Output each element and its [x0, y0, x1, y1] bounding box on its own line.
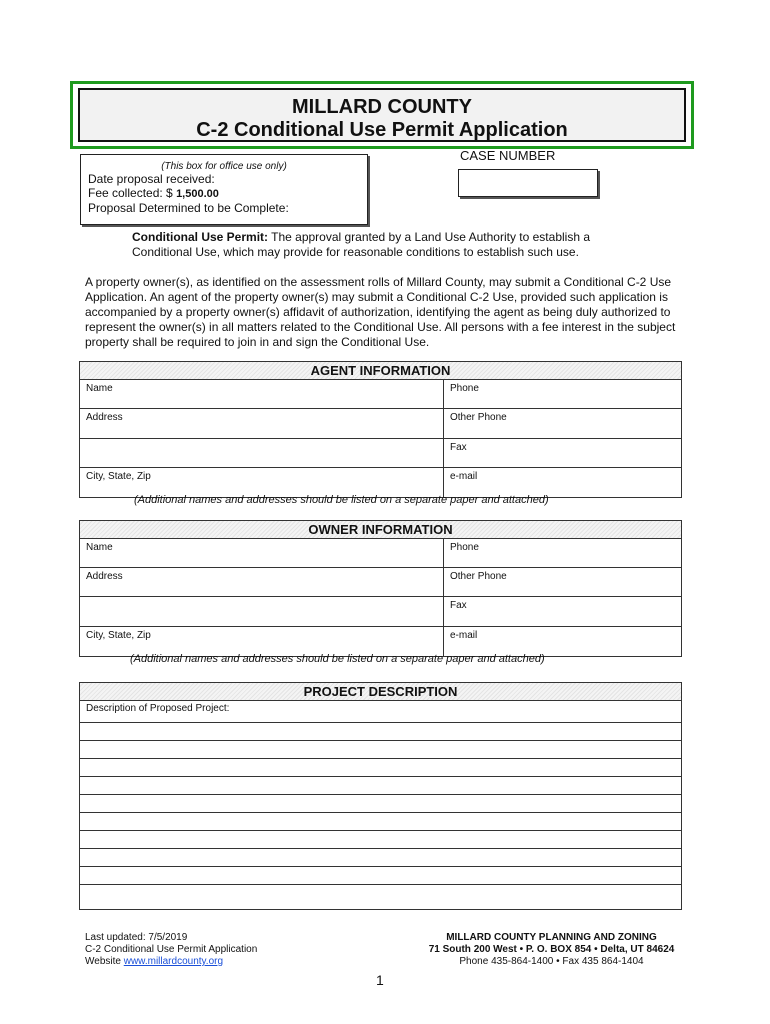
owner-address-field[interactable] [80, 568, 444, 596]
last-updated: Last updated: 7/5/2019 [85, 932, 188, 943]
agent-additional-note: (Additional names and addresses should be listed on a separate paper and attached) [134, 494, 549, 506]
intro-paragraph: A property owner(s), as identified on the assessment rolls of Millard County, may submit a Conditional C-2 Use Application. An agent of the property owner(s) may submit a Conditional C-2 Use, provided such application is accompanied by a property owner(s) affidavit of authorization, identifying the agent as being duly authorized to represent the owner(s) in all matters related to the Conditional Use. All persons with a fee interest in the subject property shall be required to join in and sign the Conditional Use. [85, 275, 676, 349]
agent-email-field[interactable] [444, 468, 681, 497]
agent-fax-field[interactable] [444, 439, 681, 467]
agent-name-field[interactable] [80, 380, 444, 408]
project-line[interactable] [80, 741, 681, 759]
agent-row-name [80, 380, 681, 409]
agent-address-line2-field[interactable] [80, 439, 444, 467]
owner-name-label: Name [86, 542, 113, 553]
agent-city-label: City, State, Zip [86, 471, 151, 482]
owner-row-address [80, 568, 681, 597]
definition-paragraph [132, 230, 652, 260]
website-link[interactable]: www.millardcounty.org [123, 956, 224, 967]
agent-info-header: AGENT INFORMATION [80, 362, 681, 380]
owner-other-phone-label: Other Phone [450, 571, 507, 582]
owner-fax-field[interactable] [444, 597, 681, 626]
case-number-label: CASE NUMBER [460, 148, 556, 163]
owner-city-label: City, State, Zip [86, 630, 151, 641]
project-line[interactable] [80, 795, 681, 813]
owner-city-field[interactable] [80, 627, 444, 656]
agent-email-label: e-mail [450, 471, 478, 482]
owner-row-city [80, 627, 681, 656]
footer-website-line [85, 956, 257, 968]
project-description-header: PROJECT DESCRIPTION [80, 683, 681, 701]
owner-name-field[interactable] [80, 539, 444, 567]
project-line[interactable] [80, 867, 681, 885]
fee-label: Fee collected: $ [88, 186, 173, 200]
owner-phone-label: Phone [450, 542, 479, 553]
agent-address-label: Address [86, 412, 123, 423]
project-line[interactable] [80, 885, 681, 903]
owner-address-label: Address [86, 571, 123, 582]
owner-email-label: e-mail [450, 630, 478, 641]
owner-row-fax [80, 597, 681, 627]
owner-address-line2-field[interactable] [80, 597, 444, 626]
owner-additional-note: (Additional names and addresses should be listed on a separate paper and attached) [130, 653, 545, 665]
footer-form-name: C-2 Conditional Use Permit Application [85, 944, 258, 955]
project-line[interactable] [80, 831, 681, 849]
project-line[interactable] [80, 759, 681, 777]
owner-other-phone-field[interactable] [444, 568, 681, 596]
owner-info-table [79, 520, 682, 657]
county-title: MILLARD COUNTY [292, 96, 472, 118]
definition-term: Conditional Use Permit: [132, 230, 269, 244]
definition-text: The approval granted by a Land Use Authority to establish a Conditional Use, which may provide for reasonable conditions to establish such use. [132, 230, 590, 259]
agent-row-fax [80, 439, 681, 468]
footer-left [85, 932, 257, 968]
agent-name-label: Name [86, 383, 113, 394]
title-inner [78, 88, 686, 142]
case-number-field[interactable] [458, 169, 598, 197]
agent-other-phone-field[interactable] [444, 409, 681, 438]
title-box [70, 81, 694, 149]
project-line[interactable] [80, 813, 681, 831]
agent-other-phone-label: Other Phone [450, 412, 507, 423]
office-use-box [80, 154, 368, 225]
footer-phone: Phone 435-864-1400 • Fax 435 864-1404 [459, 956, 644, 967]
page-number: 1 [376, 972, 384, 988]
project-line[interactable] [80, 849, 681, 867]
website-label: Website [85, 956, 124, 967]
project-line[interactable] [80, 777, 681, 795]
agent-city-field[interactable] [80, 468, 444, 497]
owner-info-header: OWNER INFORMATION [80, 521, 681, 539]
project-description-label: Description of Proposed Project: [86, 703, 230, 714]
project-description-table [79, 682, 682, 910]
project-description-field[interactable] [80, 701, 681, 723]
form-title: C-2 Conditional Use Permit Application [196, 119, 568, 141]
office-use-note: (This box for office use only) [161, 161, 287, 172]
footer-right [420, 932, 683, 968]
agent-row-city [80, 468, 681, 497]
determined-complete-label: Proposal Determined to be Complete: [88, 201, 289, 215]
agent-phone-label: Phone [450, 383, 479, 394]
owner-fax-label: Fax [450, 600, 467, 611]
owner-email-field[interactable] [444, 627, 681, 656]
owner-row-name [80, 539, 681, 568]
footer-address: 71 South 200 West • P. O. BOX 854 • Delta, UT 84624 [428, 944, 675, 955]
date-received-label: Date proposal received: [88, 172, 215, 186]
fee-amount: 1,500.00 [176, 188, 219, 200]
agent-info-table [79, 361, 682, 498]
agent-fax-label: Fax [450, 442, 467, 453]
footer-org: MILLARD COUNTY PLANNING AND ZONING [446, 932, 657, 943]
agent-row-address [80, 409, 681, 439]
owner-phone-field[interactable] [444, 539, 681, 567]
agent-phone-field[interactable] [444, 380, 681, 408]
fee-collected-line [88, 186, 367, 201]
agent-address-field[interactable] [80, 409, 444, 438]
project-line[interactable] [80, 723, 681, 741]
